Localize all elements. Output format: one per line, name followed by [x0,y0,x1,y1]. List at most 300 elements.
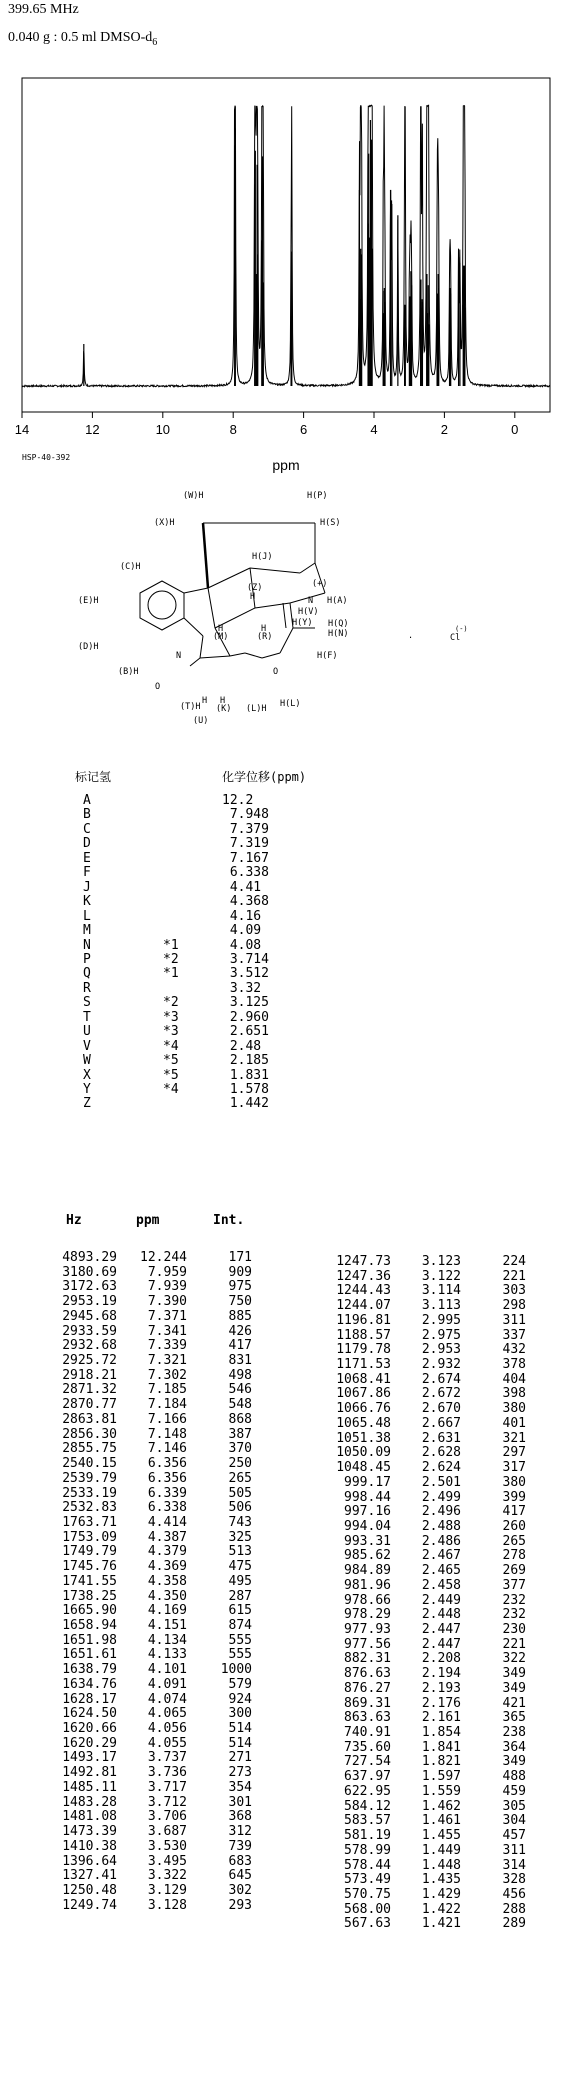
peak-row [274,1460,534,1475]
label-dot: . [408,631,414,641]
peak-row [0,1382,260,1397]
peak-ppm: 2.486 [421,1533,461,1549]
peak-int: 278 [502,1548,526,1564]
peak-row [0,1589,260,1604]
peak-row [0,1574,260,1589]
assignment-row [0,981,570,996]
peak-ppm: 2.670 [421,1401,461,1417]
peak-int: 975 [228,1279,252,1295]
peak-ppm: 2.672 [421,1386,461,1402]
peak-ppm: 3.706 [147,1809,187,1825]
peak-ppm: 2.995 [421,1312,461,1328]
peak-hz: 1249.74 [62,1897,117,1913]
label-Y: H(Y) [292,618,313,628]
peak-ppm: 2.465 [421,1563,461,1579]
peak-row [0,1898,260,1913]
peak-row [0,1750,260,1765]
peak-row [0,1795,260,1810]
peak-row [274,1269,534,1284]
peak-ppm: 3.495 [147,1853,187,1869]
header-int: Int. [213,1213,245,1228]
peak-ppm: 7.341 [147,1323,187,1339]
peak-row [0,1603,260,1618]
assignment-note: *1 [163,966,179,982]
peak-hz: 876.27 [344,1680,391,1696]
peak-hz: 1738.25 [62,1588,117,1604]
assignment-label: U [83,1024,91,1040]
assignment-shift: 7.948 [222,807,269,823]
bold-bond [203,523,208,588]
label-T-h: H [202,696,208,706]
assignment-row [0,836,570,851]
peak-row [0,1721,260,1736]
peak-ppm: 2.499 [421,1489,461,1505]
assignment-label: X [83,1067,91,1083]
assignment-note: *4 [163,1082,179,1097]
peak-int: 230 [502,1622,526,1637]
peak-row [0,1647,260,1662]
peak-hz: 981.96 [344,1577,391,1593]
peak-int: 311 [502,1312,526,1328]
peak-int: 924 [228,1691,252,1707]
peak-hz: 1473.39 [62,1824,117,1840]
peak-int: 426 [228,1323,252,1339]
peak-row [0,1809,260,1824]
label-D: (D)H [78,642,99,652]
peak-row [0,1824,260,1839]
assignment-shift: 12.2 [222,793,254,808]
peak-int: 321 [502,1430,526,1446]
x-tick-label: 0 [511,422,519,437]
assignment-label: R [83,980,91,996]
peak-row [274,1784,534,1799]
peak-row [274,1283,534,1298]
peak-ppm: 2.932 [421,1357,461,1373]
x-tick-label: 14 [14,422,30,437]
assignment-label: F [83,865,91,881]
peak-int: 399 [502,1489,526,1505]
peak-int: 739 [228,1838,252,1854]
peak-hz: 977.93 [344,1622,391,1637]
label-Z-h: H [250,592,256,602]
peak-ppm: 2.447 [421,1636,461,1652]
peak-row [274,1563,534,1578]
peak-row [274,1372,534,1387]
peak-int: 387 [228,1426,252,1442]
peak-ppm: 2.448 [421,1607,461,1623]
peak-int: 579 [228,1676,252,1692]
peak-row [274,1710,534,1725]
peak-ppm: 3.530 [147,1838,187,1854]
peak-hz: 1763.71 [62,1514,117,1530]
peak-row [0,1883,260,1898]
peak-row [274,1725,534,1740]
peak-hz: 997.16 [344,1504,391,1520]
assignment-shift: 3.714 [222,951,269,967]
peak-int: 302 [228,1882,252,1898]
assignment-shift: 4.08 [222,937,262,953]
peak-int: 171 [228,1250,252,1265]
label-O2: O [273,667,279,677]
x-tick-label: 12 [85,422,100,437]
peak-row [274,1328,534,1343]
peak-row [274,1637,534,1652]
peak-ppm: 7.939 [147,1279,187,1295]
peak-hz: 2532.83 [62,1500,117,1516]
peak-ppm: 7.146 [147,1441,187,1457]
peak-ppm: 4.358 [147,1573,187,1589]
peak-hz: 1250.48 [62,1882,117,1898]
peak-int: 287 [228,1588,252,1604]
sample-text: 0.040 g : 0.5 ml DMSO-d [8,30,153,45]
x-tick-label: 8 [229,422,237,437]
peak-hz: 1492.81 [62,1765,117,1781]
peak-int: 457 [502,1828,526,1844]
label-K: (K) [216,704,232,714]
peak-int: 874 [228,1618,252,1633]
peak-hz: 2918.21 [62,1367,117,1383]
peak-ppm: 4.414 [147,1514,187,1530]
peak-int: 265 [228,1470,252,1486]
peak-ppm: 3.737 [147,1750,187,1766]
label-Natom: N [308,596,314,606]
peak-ppm: 1.448 [421,1857,461,1873]
label-Cl: Cl [450,633,461,643]
assignment-shift: 4.16 [222,908,262,924]
peak-hz: 583.57 [344,1813,391,1829]
peak-row [274,1651,534,1666]
assignment-label: Z [83,1096,91,1112]
peak-row [0,1250,260,1265]
peak-hz: 1171.53 [336,1357,391,1373]
assignment-label: Y [83,1082,91,1097]
peak-int: 505 [228,1485,252,1501]
peak-ppm: 4.134 [147,1632,187,1648]
peak-ppm: 7.166 [147,1411,187,1427]
peak-ppm: 4.133 [147,1647,187,1663]
assignment-row [0,822,570,837]
sample-subscript: 6 [152,36,158,48]
label-X: (X)H [154,518,175,528]
peak-ppm: 1.821 [421,1754,461,1770]
peak-hz: 999.17 [344,1474,391,1490]
peak-hz: 1188.57 [336,1327,391,1343]
peak-ppm: 1.422 [421,1901,461,1917]
peak-ppm: 2.667 [421,1415,461,1431]
peak-hz: 4893.29 [62,1250,117,1265]
peak-hz: 2925.72 [62,1353,117,1369]
peak-hz: 978.66 [344,1592,391,1608]
peak-hz: 637.97 [344,1769,391,1785]
peak-hz: 2953.19 [62,1294,117,1310]
sample-description [8,30,157,48]
label-V: H(V) [298,607,319,617]
peak-hz: 1745.76 [62,1559,117,1575]
peak-row [274,1313,534,1328]
peak-ppm: 2.208 [421,1651,461,1667]
peak-hz: 2855.75 [62,1441,117,1457]
peak-ppm: 1.455 [421,1828,461,1844]
peak-int: 314 [502,1857,526,1873]
bond [184,588,208,593]
peak-row [274,1902,534,1917]
peak-hz: 1620.66 [62,1721,117,1737]
assignment-label: W [83,1053,91,1069]
peak-row [0,1765,260,1780]
peak-row [274,1607,534,1622]
peak-ppm: 7.959 [147,1264,187,1280]
peak-ppm: 1.841 [421,1739,461,1755]
assignment-row [0,995,570,1010]
peak-hz: 622.95 [344,1783,391,1799]
assignment-row [0,807,570,822]
label-W: (W)H [183,491,204,501]
peak-int: 488 [502,1769,526,1785]
peak-row [274,1504,534,1519]
peak-int: 322 [502,1651,526,1667]
peak-row [274,1769,534,1784]
peak-row [274,1548,534,1563]
peak-row [0,1309,260,1324]
peak-hz: 1493.17 [62,1750,117,1766]
peak-row [0,1279,260,1294]
label-R: (R) [257,632,273,642]
peak-int: 683 [228,1853,252,1869]
peak-row [0,1338,260,1353]
peak-row [0,1397,260,1412]
peak-int: 260 [502,1518,526,1534]
peak-hz: 863.63 [344,1710,391,1726]
peak-int: 417 [228,1338,252,1354]
bond [255,603,290,608]
nmr-spectrum-chart [0,70,570,473]
peak-ppm: 6.356 [147,1456,187,1472]
peak-ppm: 2.628 [421,1445,461,1461]
peak-row [274,1401,534,1416]
peak-hz: 977.56 [344,1636,391,1652]
assignment-label: D [83,836,91,852]
label-P: H(P) [307,491,328,501]
peak-int: 303 [502,1283,526,1299]
peak-hz: 584.12 [344,1798,391,1814]
peak-hz: 578.44 [344,1857,391,1873]
peak-ppm: 7.390 [147,1294,187,1310]
peak-ppm: 3.113 [421,1298,461,1314]
x-tick-label: 4 [370,422,378,437]
peak-hz: 998.44 [344,1489,391,1505]
peak-int: 349 [502,1666,526,1682]
assignment-shift: 1.831 [222,1067,269,1083]
peak-int: 337 [502,1327,526,1343]
peak-hz: 2539.79 [62,1470,117,1486]
peak-ppm: 2.176 [421,1695,461,1711]
peak-hz: 985.62 [344,1548,391,1564]
peak-row [0,1500,260,1515]
peak-ppm: 2.624 [421,1460,461,1476]
assignment-row [0,1096,570,1111]
peak-int: 514 [228,1735,252,1751]
peak-row [0,1324,260,1339]
peak-hz: 1624.50 [62,1706,117,1722]
peak-int: 831 [228,1353,252,1369]
peak-int: 645 [228,1868,252,1884]
peak-hz: 2533.19 [62,1485,117,1501]
peak-int: 417 [502,1504,526,1520]
peak-int: 301 [228,1794,252,1810]
peak-int: 615 [228,1603,252,1619]
peak-row [274,1357,534,1372]
peak-hz: 993.31 [344,1533,391,1549]
peak-hz: 573.49 [344,1872,391,1888]
assignment-row [0,1068,570,1083]
peak-hz: 1651.98 [62,1632,117,1648]
peak-hz: 1327.41 [62,1868,117,1884]
peak-hz: 1651.61 [62,1647,117,1663]
peak-row [274,1475,534,1490]
peak-row [0,1530,260,1545]
assignment-row [0,952,570,967]
peak-hz: 2856.30 [62,1426,117,1442]
peak-hz: 1753.09 [62,1529,117,1545]
assignment-row [0,1024,570,1039]
peak-row [0,1559,260,1574]
label-L2: H(L) [280,699,301,709]
peak-ppm: 2.631 [421,1430,461,1446]
peak-row [274,1622,534,1637]
peak-row [0,1677,260,1692]
peak-int: 273 [228,1765,252,1781]
peak-int: 432 [502,1342,526,1358]
bond [190,658,200,666]
benzene-ring [140,581,184,630]
peak-ppm: 3.123 [421,1254,461,1269]
peak-ppm: 2.953 [421,1342,461,1358]
peak-row [274,1445,534,1460]
peak-ppm: 2.501 [421,1474,461,1490]
peak-hz: 2863.81 [62,1411,117,1427]
peak-ppm: 1.421 [421,1916,461,1932]
assignment-row [0,894,570,909]
assignment-shift: 3.125 [222,995,269,1011]
peak-row [0,1265,260,1280]
peak-hz: 727.54 [344,1754,391,1770]
peak-int: 317 [502,1460,526,1476]
peak-hz: 570.75 [344,1886,391,1902]
assignment-shift: 7.167 [222,850,269,866]
peak-ppm: 3.712 [147,1794,187,1810]
assignment-shift: 3.32 [222,980,262,996]
peak-hz: 1068.41 [336,1371,391,1387]
assignment-shift: 2.185 [222,1053,269,1069]
peak-row [0,1618,260,1633]
peak-int: 456 [502,1886,526,1902]
peak-ppm: 2.449 [421,1592,461,1608]
assignment-note: *2 [163,951,179,967]
assignment-row [0,966,570,981]
peak-int: 750 [228,1294,252,1310]
peak-ppm: 3.114 [421,1283,461,1299]
peak-row [274,1593,534,1608]
peak-ppm: 7.185 [147,1382,187,1398]
assignment-shift: 3.512 [222,966,269,982]
peak-int: 421 [502,1695,526,1711]
peak-row [0,1486,260,1501]
assignment-label: Q [83,966,91,982]
peak-row [0,1854,260,1869]
peak-hz: 869.31 [344,1695,391,1711]
peak-hz: 994.04 [344,1518,391,1534]
peak-row [0,1839,260,1854]
peak-hz: 581.19 [344,1828,391,1844]
peak-hz: 567.63 [344,1916,391,1932]
label-R-h: H [261,624,267,634]
peak-int: 349 [502,1680,526,1696]
peak-ppm: 2.488 [421,1518,461,1534]
peak-marks [84,120,465,386]
label-U: (U) [193,716,209,726]
bond [230,653,245,656]
bond [200,656,230,658]
peak-int: 232 [502,1607,526,1623]
assignment-row [0,1053,570,1068]
peak-hz: 1658.94 [62,1618,117,1633]
peak-row [0,1515,260,1530]
peak-ppm: 1.429 [421,1886,461,1902]
label-Z: (Z) [247,583,263,593]
peak-ppm: 2.194 [421,1666,461,1682]
peak-int: 506 [228,1500,252,1516]
peak-int: 238 [502,1725,526,1741]
peak-int: 289 [502,1916,526,1932]
peak-int: 368 [228,1809,252,1825]
peak-hz: 1247.73 [336,1254,391,1269]
peak-row [274,1813,534,1828]
peak-int: 305 [502,1798,526,1814]
peak-hz: 1483.28 [62,1794,117,1810]
peak-ppm: 4.101 [147,1662,187,1678]
assignment-label: K [83,894,91,910]
peak-ppm: 1.462 [421,1798,461,1814]
peak-row [274,1342,534,1357]
peak-int: 354 [228,1779,252,1795]
peak-int: 377 [502,1577,526,1593]
assignment-label: C [83,821,91,837]
peak-hz: 1050.09 [336,1445,391,1461]
molecular-structure [40,478,520,758]
peak-row [0,1780,260,1795]
peak-int: 328 [502,1872,526,1888]
peak-row [0,1441,260,1456]
peak-int: 300 [228,1706,252,1722]
spectrometer-frequency: 399.65 MHz [8,2,79,17]
label-C: (C)H [120,562,141,572]
peak-ppm: 3.687 [147,1824,187,1840]
assignment-row [0,909,570,924]
assignment-col-label: 标记氢 [75,770,112,784]
assignment-label: S [83,995,91,1011]
assignment-row [0,851,570,866]
peak-ppm: 2.458 [421,1577,461,1593]
peak-int: 546 [228,1382,252,1398]
assignment-label: L [83,908,91,924]
assignment-row [0,1010,570,1025]
peak-row [274,1386,534,1401]
peak-row [0,1868,260,1883]
peak-hz: 1048.45 [336,1460,391,1476]
peak-hz: 1485.11 [62,1779,117,1795]
label-M: (M) [213,632,229,642]
peak-hz: 740.91 [344,1725,391,1741]
